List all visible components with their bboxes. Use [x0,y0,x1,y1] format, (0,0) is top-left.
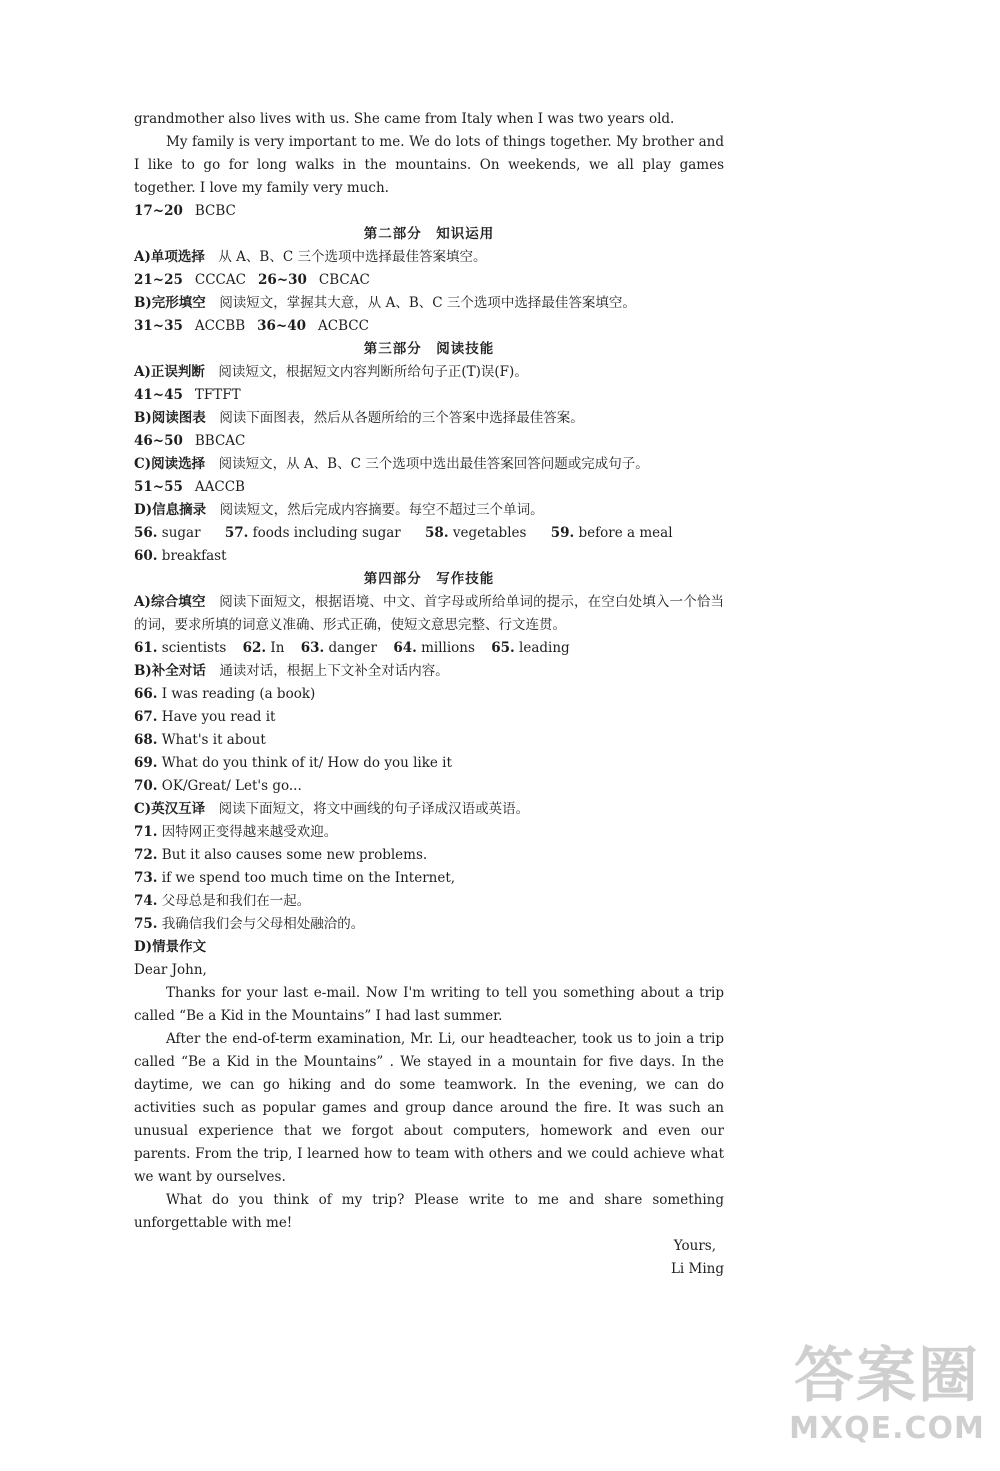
question-range: 26~30 [257,272,307,288]
answer-74 [134,890,724,913]
answer-text: 父母总是和我们在一起。 [161,893,311,909]
question-number: 74. [134,893,158,909]
question-range: 51~55 [134,479,183,495]
answer-71 [134,821,724,844]
letter-paragraph-2: After the end-of-term examination, Mr. Li, our headteacher, took us to join a trip called “Be a Kid in the Mountains” . We stayed in a mountain for five days. In the daytime, we can go hiking and do some teamwork. In the evening, we can do activities such as popular games and group dance around the fire. It was such an unusual experience that we forgot about computers, homework and even our parents. From the trip, I learned how to team with others and we could achieve what we want by ourselves. [134,1031,724,1185]
watermark-main-text: 答案圈 [794,1341,980,1411]
answer-60 [134,545,724,568]
answer-text: What's it about [161,732,266,748]
answer-page [134,108,724,1281]
section-instruction: 阅读短文，然后完成内容摘要。每空不超过三个单词。 [219,502,544,518]
answers-51-55 [134,476,724,499]
letter-paragraph-3: What do you think of my trip? Please write to me and share something unforgettable with me! [134,1192,724,1231]
part2-a-instruction [134,246,724,269]
question-range: 31~35 [134,318,183,334]
answer-text: breakfast [161,548,227,564]
passage-paragraph: My family is very important to me. We do lots of things together. My brother and I like to go for long walks in the mountains. On weekends, we all play games together. I love my family very much. [134,134,724,196]
answer-letters: TFTFT [194,387,241,403]
answer-letters: CCCAC [194,272,246,288]
question-number: 62. [242,640,267,656]
section-instruction: 阅读下面短文，将文中画线的句子译成汉语或英语。 [218,801,530,817]
section-instruction: 通读对话，根据上下文补全对话内容。 [219,663,449,679]
answer-70 [134,775,724,798]
answer-72 [134,844,724,867]
part3-heading: 第三部分 阅读技能 [363,341,495,357]
answer-text: leading [519,640,570,656]
question-number: 59. [550,525,575,541]
question-number: 67. [134,709,158,725]
answer-text: In [270,640,285,656]
watermark-site-text: MXQE.COM [789,1411,985,1446]
question-number: 56. [134,525,158,541]
answer-text: millions [421,640,475,656]
answers-31-40 [134,315,724,338]
answer-letters: ACBCC [318,318,369,334]
question-number: 63. [300,640,325,656]
question-range: 17~20 [134,203,183,219]
answer-text: Have you read it [161,709,276,725]
letter-signature: Li Ming [670,1261,724,1277]
answer-17-20 [134,200,724,223]
section-instruction: 阅读短文，从 A、B、C 三个选项中选出最佳答案回答问题或完成句子。 [218,456,649,472]
part3-d-instruction [134,499,724,522]
answers-21-30 [134,269,724,292]
question-number: 71. [134,824,158,840]
answer-letters: BCBC [194,203,236,219]
answer-67 [134,706,724,729]
section-label: C)英汉互译 [134,801,206,817]
section-label: C)阅读选择 [134,456,206,472]
section-instruction: 从 A、B、C 三个选项中选择最佳答案填空。 [218,249,487,265]
part4-d-label [134,936,724,959]
question-number: 64. [393,640,417,656]
answer-text: 我确信我们会与父母相处融洽的。 [161,916,365,932]
question-number: 58. [425,525,449,541]
answers-61-65 [134,637,724,660]
part4-c-instruction [134,798,724,821]
question-range: 46~50 [134,433,183,449]
question-number: 61. [134,640,158,656]
part4-heading: 第四部分 写作技能 [363,571,495,587]
letter-greeting: Dear John, [134,962,207,978]
question-number: 72. [134,847,158,863]
section-label: A)综合填空 [134,594,206,610]
answers-41-45 [134,384,724,407]
answer-letters: ACCBB [194,318,246,334]
answer-73 [134,867,724,890]
section-label: B)完形填空 [134,295,206,311]
section-label: D)情景作文 [134,939,207,955]
section-instruction: 阅读下面短文，根据语境、中文、首字母或所给单词的提示，在空白处填入一个恰当的词，要求所填的词意义准确、形式正确，使短文意思完整、行文连贯。 [134,594,724,633]
answer-66 [134,683,724,706]
section-label: B)补全对话 [134,663,206,679]
section-instruction: 阅读短文，根据短文内容判断所给句子正(T)误(F)。 [218,364,528,380]
answer-letters: CBCAC [318,272,370,288]
answer-text: 因特网正变得越来越受欢迎。 [161,824,338,840]
question-number: 60. [134,548,158,564]
question-number: 57. [224,525,249,541]
question-number: 65. [491,640,515,656]
question-number: 69. [134,755,158,771]
answer-text: danger [328,640,378,656]
section-label: A)正误判断 [134,364,205,380]
answer-text: OK/Great/ Let's go... [161,778,302,794]
part3-c-instruction [134,453,724,476]
part2-heading: 第二部分 知识运用 [363,226,495,242]
question-number: 66. [134,686,158,702]
part4-b-instruction [134,660,724,683]
question-range: 21~25 [134,272,183,288]
answer-letters: AACCB [194,479,245,495]
part3-b-instruction [134,407,724,430]
answer-text: before a meal [578,525,673,541]
question-number: 75. [134,916,158,932]
section-label: A)单项选择 [134,249,205,265]
answer-text: vegetables [452,525,527,541]
part4-a-instruction [134,591,724,637]
section-instruction: 阅读短文，掌握其大意，从 A、B、C 三个选项中选择最佳答案填空。 [219,295,636,311]
answer-text: if we spend too much time on the Internet, [161,870,456,886]
answer-text: I was reading (a book) [161,686,316,702]
answer-75 [134,913,724,936]
answers-56-59 [134,522,724,545]
answer-68 [134,729,724,752]
question-range: 41~45 [134,387,183,403]
question-range: 36~40 [257,318,307,334]
watermark-logo [782,1341,992,1461]
question-number: 73. [134,870,158,886]
letter-paragraph-1: Thanks for your last e-mail. Now I'm writing to tell you something about a trip called “Be a Kid in the Mountains” I had last summer. [134,985,724,1024]
letter-closing: Yours, [673,1238,716,1254]
answer-text: What do you think of it/ How do you like it [161,755,452,771]
section-label: D)信息摘录 [134,502,207,518]
passage-line: grandmother also lives with us. She came from Italy when I was two years old. [134,111,675,127]
answer-text: But it also causes some new problems. [161,847,428,863]
section-label: B)阅读图表 [134,410,206,426]
section-instruction: 阅读下面图表，然后从各题所给的三个答案中选择最佳答案。 [219,410,584,426]
answer-letters: BBCAC [194,433,246,449]
answer-text: foods including sugar [252,525,401,541]
part2-b-instruction [134,292,724,315]
question-number: 70. [134,778,158,794]
answer-text: sugar [161,525,201,541]
answer-text: scientists [161,640,227,656]
answer-69 [134,752,724,775]
question-number: 68. [134,732,158,748]
answers-46-50 [134,430,724,453]
part3-a-instruction [134,361,724,384]
